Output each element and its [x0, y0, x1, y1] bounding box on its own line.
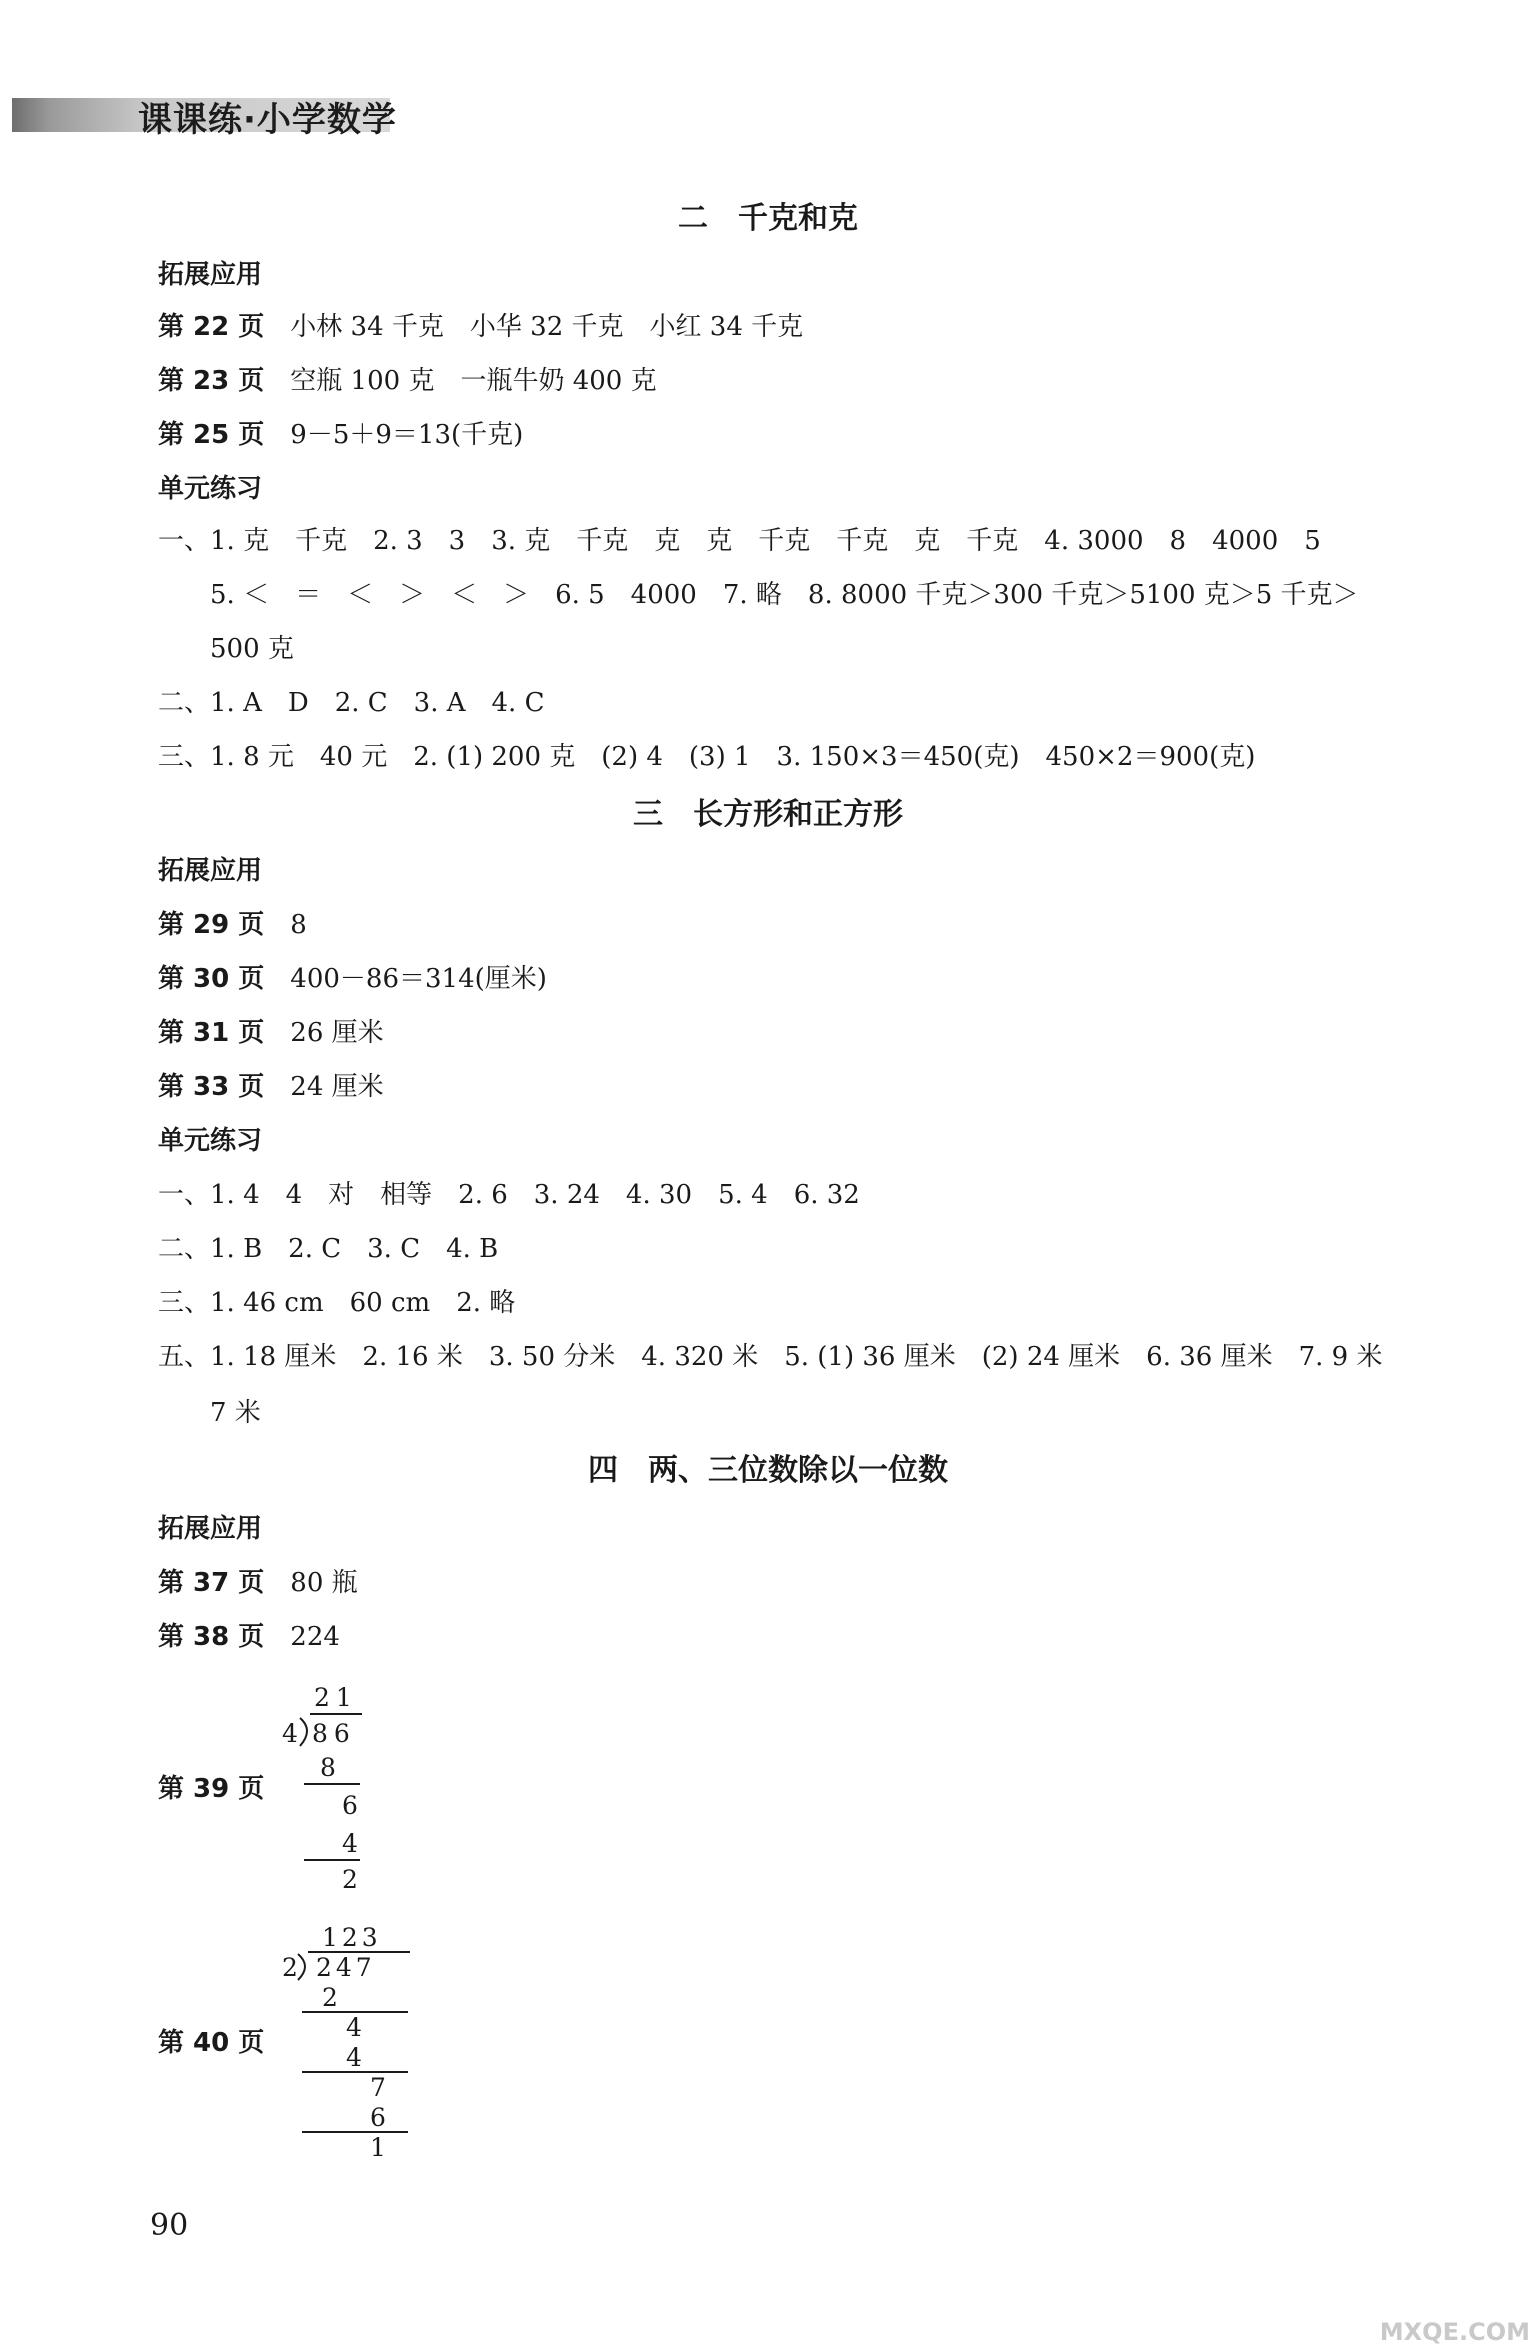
answer-row-p33 [158, 1074, 384, 1100]
page-label: 第 40 页 [158, 2028, 265, 2058]
page-label: 第 23 页 [158, 366, 265, 396]
page-label: 第 38 页 [158, 1622, 265, 1652]
answer-row-p23 [158, 368, 657, 394]
step-3: 4 [342, 1829, 358, 1858]
step-4: 7 [370, 2073, 386, 2102]
long-division-p39 [270, 1676, 380, 1896]
step-2: 6 [342, 1791, 358, 1820]
answer-row-p29 [158, 912, 307, 938]
step-1: 2 [322, 1983, 338, 2012]
answer-text: 400－86＝314(厘米) [290, 964, 547, 994]
practice-line-4: 五、1. 18 厘米 2. 16 米 3. 50 分米 4. 320 米 5. (1) 36 厘米 (2) 24 厘米 6. 36 厘米 7. 9 米 [158, 1342, 1383, 1372]
subhead-extended-s4: 拓展应用 [158, 1514, 263, 1544]
page-label: 第 31 页 [158, 1018, 265, 1048]
practice-line-1: 一、1. 克 千克 2. 3 3 3. 克 千克 克 克 千克 千克 克 千克 4. 3000 8 4000 5 [158, 526, 1321, 556]
page-label: 第 39 页 [158, 1774, 265, 1804]
step-1: 8 [320, 1753, 336, 1782]
answer-text: 24 厘米 [290, 1072, 384, 1102]
answer-row-p39 [158, 1776, 264, 1802]
page-label: 第 37 页 [158, 1568, 265, 1598]
section-title-division: 四 两、三位数除以一位数 [588, 1453, 948, 1488]
section-title-rect-square: 三 长方形和正方形 [633, 797, 903, 832]
dividend: 86 [312, 1719, 356, 1748]
divisor: 2 [282, 1953, 298, 1982]
practice-line-1: 一、1. 4 4 对 相等 2. 6 3. 24 4. 30 5. 4 6. 32 [158, 1180, 860, 1210]
dividend: 247 [316, 1953, 376, 1982]
practice-line-2: 二、1. B 2. C 3. C 4. B [158, 1234, 499, 1264]
page-label: 第 33 页 [158, 1072, 265, 1102]
quotient: 123 [322, 1923, 382, 1952]
answer-row-p30 [158, 966, 547, 992]
page-number: 90 [150, 2208, 189, 2243]
answer-text: 8 [290, 910, 307, 940]
practice-line-5: 三、1. 8 元 40 元 2. (1) 200 克 (2) 4 (3) 1 3. 150×3＝450(克) 450×2＝900(克) [158, 742, 1256, 772]
answer-text: 空瓶 100 克 一瓶牛奶 400 克 [290, 366, 657, 396]
answer-text: 小林 34 千克 小华 32 千克 小红 34 千克 [290, 312, 804, 342]
answer-row-p37 [158, 1570, 358, 1596]
answer-text: 224 [290, 1622, 340, 1652]
step-2: 4 [346, 2013, 362, 2042]
subhead-unit-practice-s3: 单元练习 [158, 1126, 263, 1156]
subhead-extended-s3: 拓展应用 [158, 856, 263, 886]
page-label: 第 29 页 [158, 910, 265, 940]
long-division-p40 [270, 1918, 420, 2168]
division-bracket [300, 1718, 307, 1746]
divisor: 4 [282, 1719, 298, 1748]
quotient: 21 [314, 1683, 358, 1712]
answer-row-p25 [158, 422, 523, 448]
page-label: 第 22 页 [158, 312, 265, 342]
answer-row-p38 [158, 1624, 340, 1650]
step-6: 1 [370, 2133, 386, 2162]
step-3: 4 [346, 2043, 362, 2072]
practice-line-3: 500 克 [210, 634, 294, 664]
section-title-kg-g: 二 千克和克 [678, 201, 858, 236]
answer-row-p31 [158, 1020, 384, 1046]
subhead-extended-s2: 拓展应用 [158, 260, 263, 290]
step-4: 2 [342, 1865, 358, 1894]
practice-line-3: 三、1. 46 cm 60 cm 2. 略 [158, 1288, 516, 1318]
practice-line-5: 7 米 [210, 1398, 261, 1428]
step-5: 6 [370, 2103, 386, 2132]
watermark: MXQE.COM [1379, 2318, 1530, 2346]
division-bracket [298, 1954, 305, 1980]
answer-text: 80 瓶 [290, 1568, 358, 1598]
answer-row-p22 [158, 314, 803, 340]
practice-line-4: 二、1. A D 2. C 3. A 4. C [158, 688, 545, 718]
subhead-unit-practice-s2: 单元练习 [158, 474, 263, 504]
page-label: 第 25 页 [158, 420, 265, 450]
answer-row-p40 [158, 2030, 264, 2056]
answer-text: 26 厘米 [290, 1018, 384, 1048]
page-label: 第 30 页 [158, 964, 265, 994]
practice-line-2: 5. ＜ ＝ ＜ ＞ ＜ ＞ 6. 5 4000 7. 略 8. 8000 千克＞300 千克＞5100 克＞5 千克＞ [210, 580, 1359, 610]
book-title: 课课练·小学数学 [138, 100, 397, 140]
answer-text: 9－5＋9＝13(千克) [290, 420, 524, 450]
